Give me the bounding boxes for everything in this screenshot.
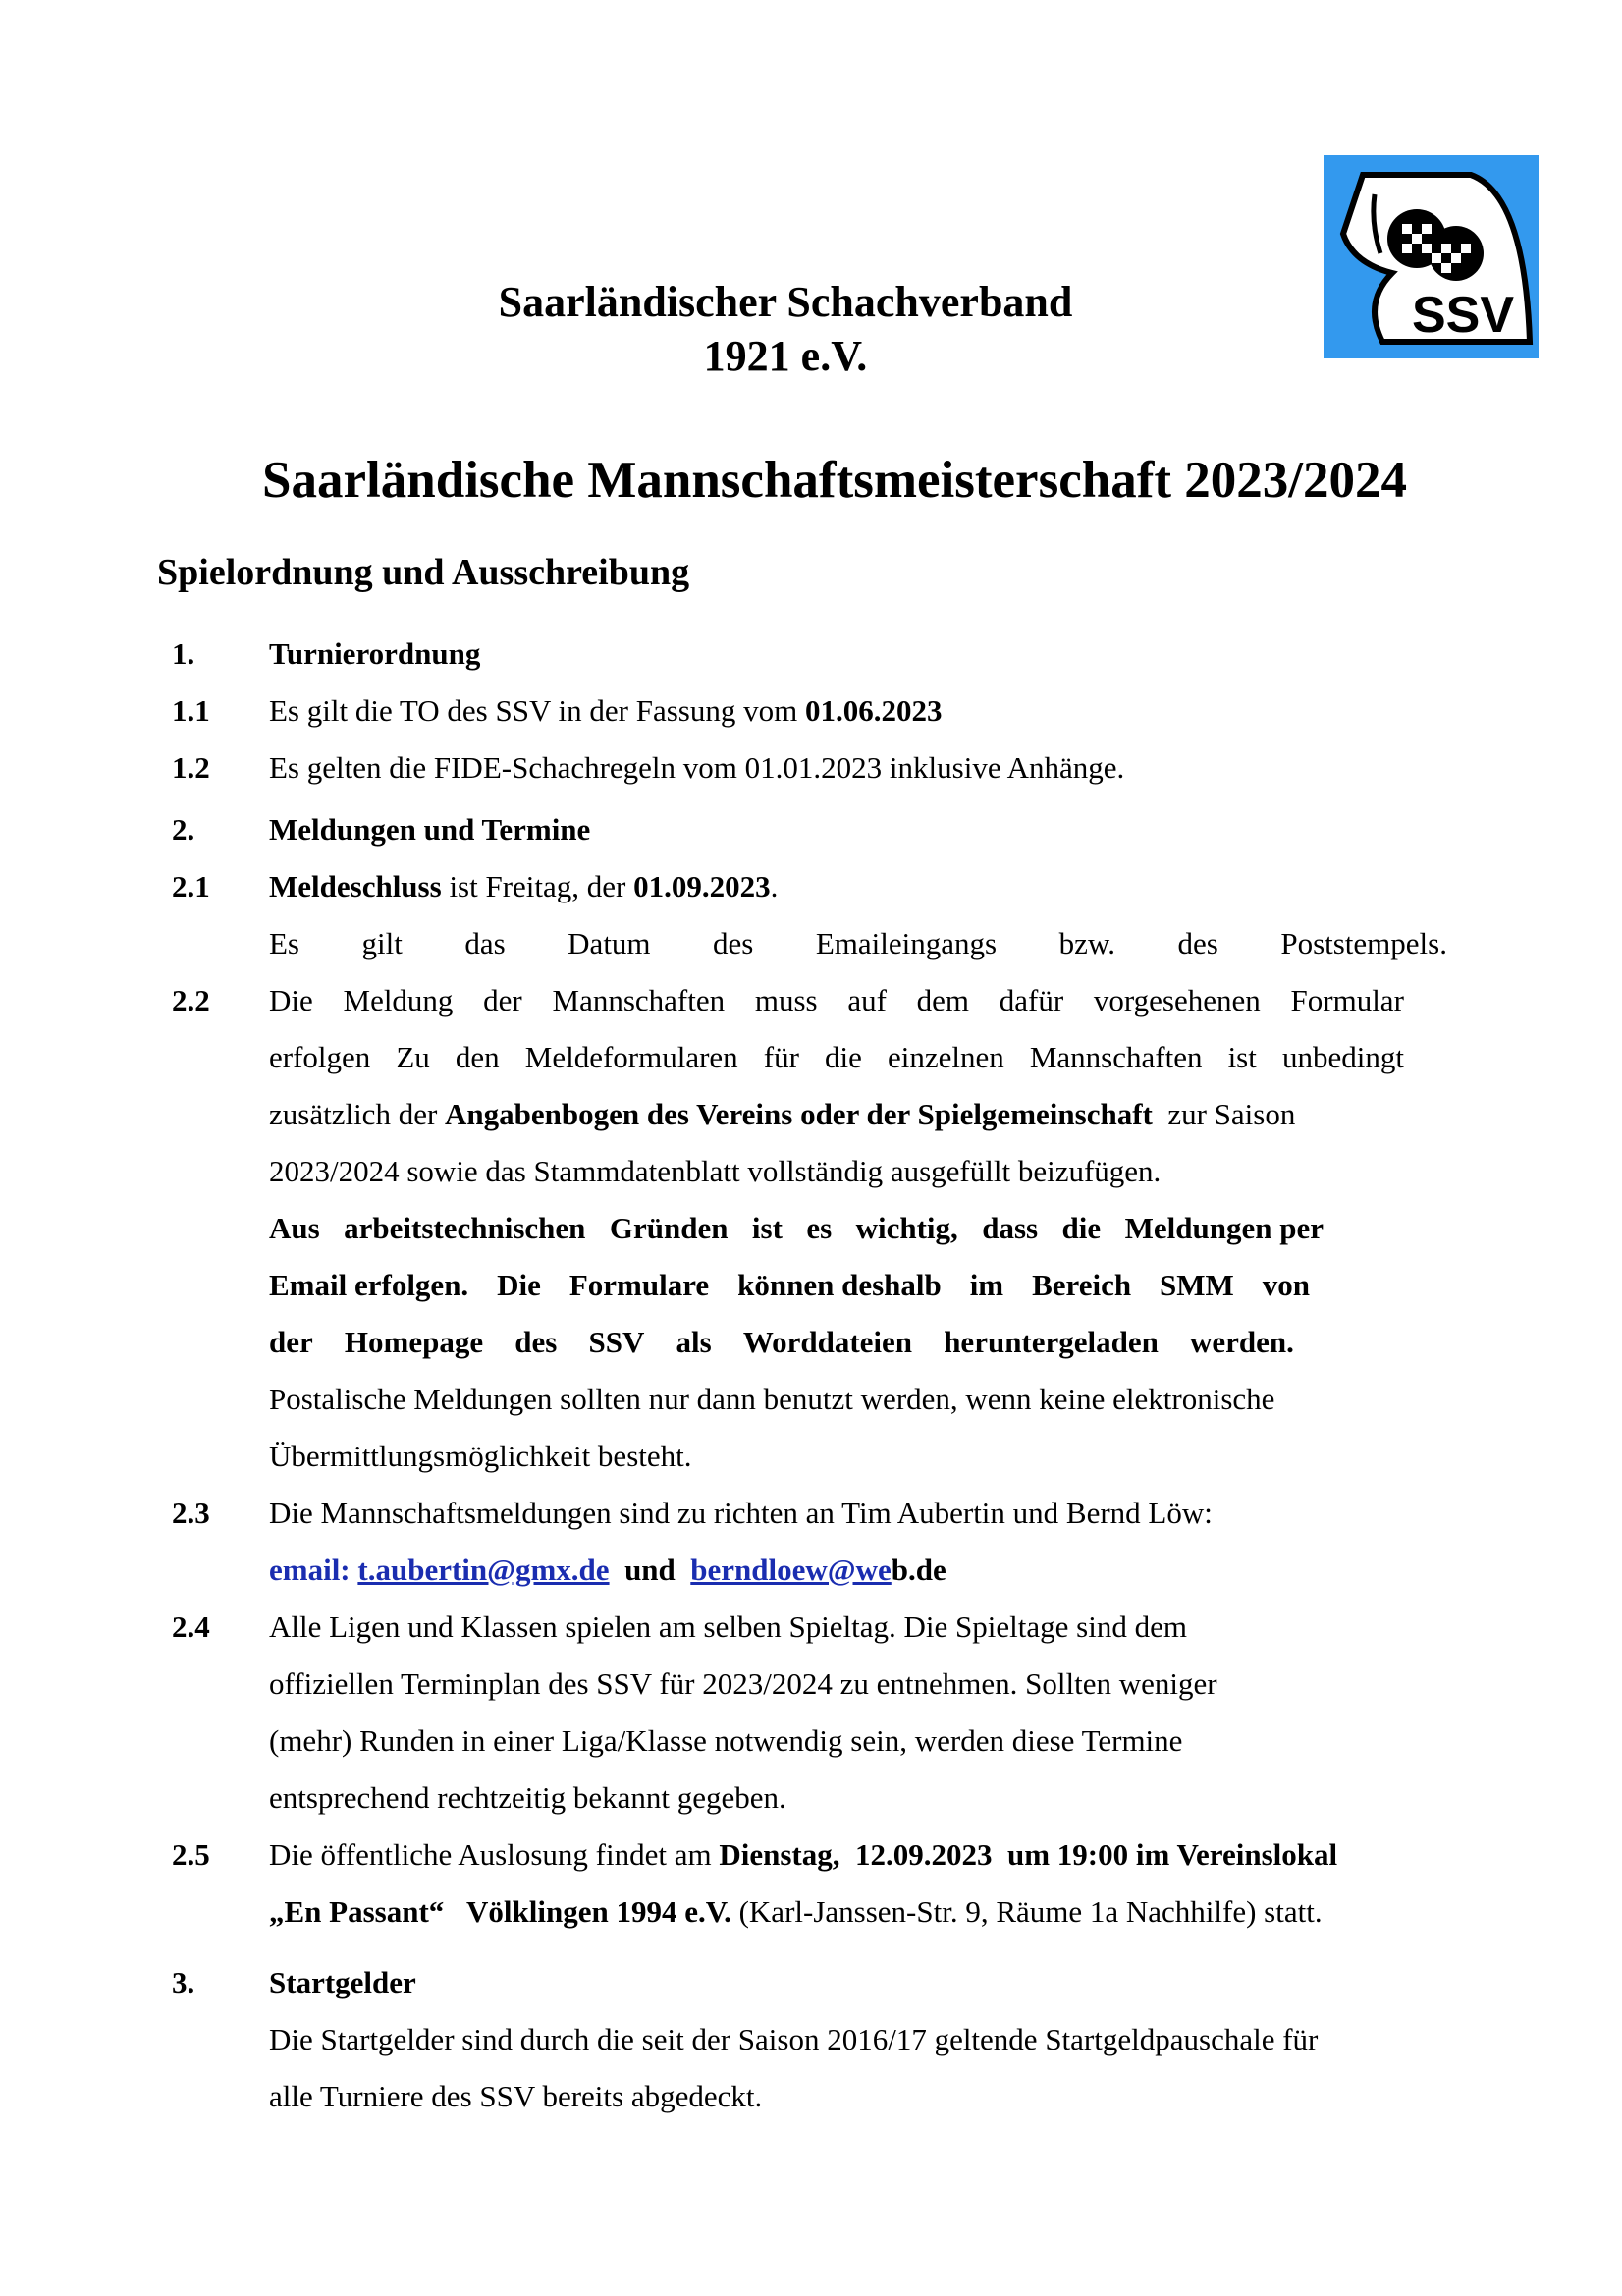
word: können deshalb <box>737 1268 942 1302</box>
item-line: Die Startgelder sind durch die seit der Saison 2016/17 geltende Startgeldpauschale für <box>269 2022 1319 2056</box>
word: Poststempels. <box>1280 926 1447 960</box>
item-date: 01.06.2023 <box>804 693 943 728</box>
section-number: 2. <box>172 812 195 847</box>
word: Meldung <box>343 983 454 1017</box>
item-text: . <box>770 869 779 903</box>
word: dass <box>982 1211 1039 1245</box>
item-line <box>269 1096 1295 1133</box>
word: bzw. <box>1058 926 1115 960</box>
item-line: 2023/2024 sowie das Stammdatenblatt vollständig ausgefüllt beizufügen. <box>269 1154 1162 1188</box>
word: Es <box>269 926 299 960</box>
word: für <box>763 1040 799 1074</box>
deadline-label: Meldeschluss <box>269 869 442 903</box>
word: die <box>1061 1211 1102 1245</box>
word: Emaileingangs <box>815 926 998 960</box>
word: Bereich <box>1032 1268 1132 1302</box>
word: des <box>514 1325 558 1359</box>
word: heruntergeladen <box>944 1325 1159 1359</box>
item-line: offiziellen Terminplan des SSV für 2023/2024 zu entnehmen. Sollten weniger <box>269 1667 1217 1701</box>
venue-name: „En Passant“ Völklingen 1994 e.V. <box>269 1894 731 1929</box>
item-number: 1.2 <box>172 750 210 785</box>
word: gilt <box>361 926 403 960</box>
word: Zu <box>396 1040 430 1074</box>
item-number: 2.5 <box>172 1837 210 1872</box>
word: Gründen <box>609 1211 729 1245</box>
word: Formulare <box>568 1268 710 1302</box>
email-label: email: <box>269 1553 351 1587</box>
word: ist <box>1227 1040 1257 1074</box>
email-line <box>269 1552 946 1589</box>
word: Formular <box>1290 983 1404 1017</box>
word: werden. <box>1190 1325 1294 1359</box>
item-line: Postalische Meldungen sollten nur dann benutzt werden, wenn keine elektronische <box>269 1382 1275 1416</box>
conjunction: und <box>624 1553 676 1587</box>
word: Die <box>269 983 313 1017</box>
word: des <box>713 926 754 960</box>
word: Meldungen per <box>1124 1211 1324 1245</box>
word: als <box>676 1325 712 1359</box>
word: Aus <box>269 1211 320 1245</box>
word: ist <box>751 1211 783 1245</box>
item-line: Die Mannschaftsmeldungen sind zu richten an Tim Aubertin und Bernd Löw: <box>269 1496 1213 1530</box>
item-2-1 <box>269 868 778 905</box>
word: Mannschaften <box>552 983 726 1017</box>
word: Mannschaften <box>1029 1040 1203 1074</box>
logo-text: SSV <box>1411 287 1515 344</box>
item-number: 1.1 <box>172 693 210 728</box>
word: arbeitstechnischen <box>344 1211 586 1245</box>
venue-address: (Karl-Janssen-Str. 9, Räume 1a Nachhilfe) statt. <box>730 1894 1323 1929</box>
word: Email erfolgen. <box>269 1268 469 1302</box>
word: SSV <box>588 1325 645 1359</box>
word: die <box>825 1040 862 1074</box>
email-rest: b.de <box>891 1553 946 1587</box>
item-line: (mehr) Runden in einer Liga/Klasse notwendig sein, werden diese Termine <box>269 1723 1183 1758</box>
item-text: zur Saison <box>1167 1097 1296 1131</box>
email-link-aubertin[interactable]: t.aubertin@gmx.de <box>357 1553 610 1587</box>
justified-line <box>269 1267 1310 1304</box>
word: wichtig, <box>855 1211 958 1245</box>
justified-line <box>269 1039 1404 1076</box>
section-heading: Turnierordnung <box>269 636 481 671</box>
word: Meldeformularen <box>524 1040 738 1074</box>
word: Datum <box>568 926 651 960</box>
word: muss <box>754 983 818 1017</box>
item-line <box>269 1893 1323 1931</box>
word: dem <box>916 983 970 1017</box>
word: SMM <box>1160 1268 1234 1302</box>
section-number: 1. <box>172 636 195 671</box>
section-heading: Meldungen und Termine <box>269 812 591 847</box>
justified-line <box>269 1210 1324 1247</box>
item-text: zusätzlich der <box>269 1097 446 1131</box>
word: dafür <box>999 983 1064 1017</box>
item-1-1 <box>269 692 942 730</box>
word: einzelnen <box>888 1040 1004 1074</box>
word: unbedingt <box>1281 1040 1404 1074</box>
word: Homepage <box>344 1325 484 1359</box>
word: Worddateien <box>742 1325 913 1359</box>
item-number: 2.4 <box>172 1610 210 1644</box>
item-line: Alle Ligen und Klassen spielen am selben Spieltag. Die Spieltage sind dem <box>269 1610 1187 1644</box>
word: der <box>483 983 522 1017</box>
word: auf <box>847 983 887 1017</box>
email-link-loew[interactable]: berndloew@we <box>690 1553 892 1587</box>
word: von <box>1262 1268 1310 1302</box>
justified-line <box>269 925 1447 962</box>
word: des <box>1177 926 1218 960</box>
item-number: 2.2 <box>172 983 210 1017</box>
item-line: Übermittlungsmöglichkeit besteht. <box>269 1439 692 1473</box>
word: es <box>806 1211 833 1245</box>
org-founded: 1921 e.V. <box>703 332 868 380</box>
item-text: Es gilt die TO des SSV in der Fassung vom <box>269 693 805 728</box>
justified-line <box>269 1324 1294 1361</box>
document-subtitle: Spielordnung und Ausschreibung <box>157 552 690 593</box>
section-heading: Startgelder <box>269 1965 416 1999</box>
word: erfolgen <box>269 1040 371 1074</box>
word: im <box>969 1268 1004 1302</box>
word: der <box>269 1325 313 1359</box>
deadline-date: 01.09.2023 <box>633 869 771 903</box>
item-number: 2.1 <box>172 869 210 903</box>
item-line: alle Turniere des SSV bereits abgedeckt. <box>269 2079 763 2113</box>
item-bold-text: Angabenbogen des Vereins oder der Spielgemeinschaft <box>445 1097 1153 1131</box>
word: Die <box>497 1268 541 1302</box>
org-name: Saarländischer Schachverband <box>498 278 1073 326</box>
item-line <box>269 1836 1337 1874</box>
item-number: 2.3 <box>172 1496 210 1530</box>
item-1-2: Es gelten die FIDE-Schachregeln vom 01.01.2023 inklusive Anhänge. <box>269 750 1125 785</box>
draw-date: Dienstag, 12.09.2023 um 19:00 im Vereinslokal <box>719 1837 1338 1872</box>
justified-line <box>269 982 1404 1019</box>
item-text: ist Freitag, der <box>441 869 634 903</box>
section-number: 3. <box>172 1965 195 1999</box>
document-title: Saarländische Mannschaftsmeisterschaft 2023/2024 <box>262 452 1407 509</box>
item-text: Die öffentliche Auslosung findet am <box>269 1837 720 1872</box>
word: das <box>464 926 506 960</box>
word: vorgesehenen <box>1093 983 1261 1017</box>
item-line: entsprechend rechtzeitig bekannt gegeben. <box>269 1780 786 1815</box>
word: den <box>455 1040 500 1074</box>
